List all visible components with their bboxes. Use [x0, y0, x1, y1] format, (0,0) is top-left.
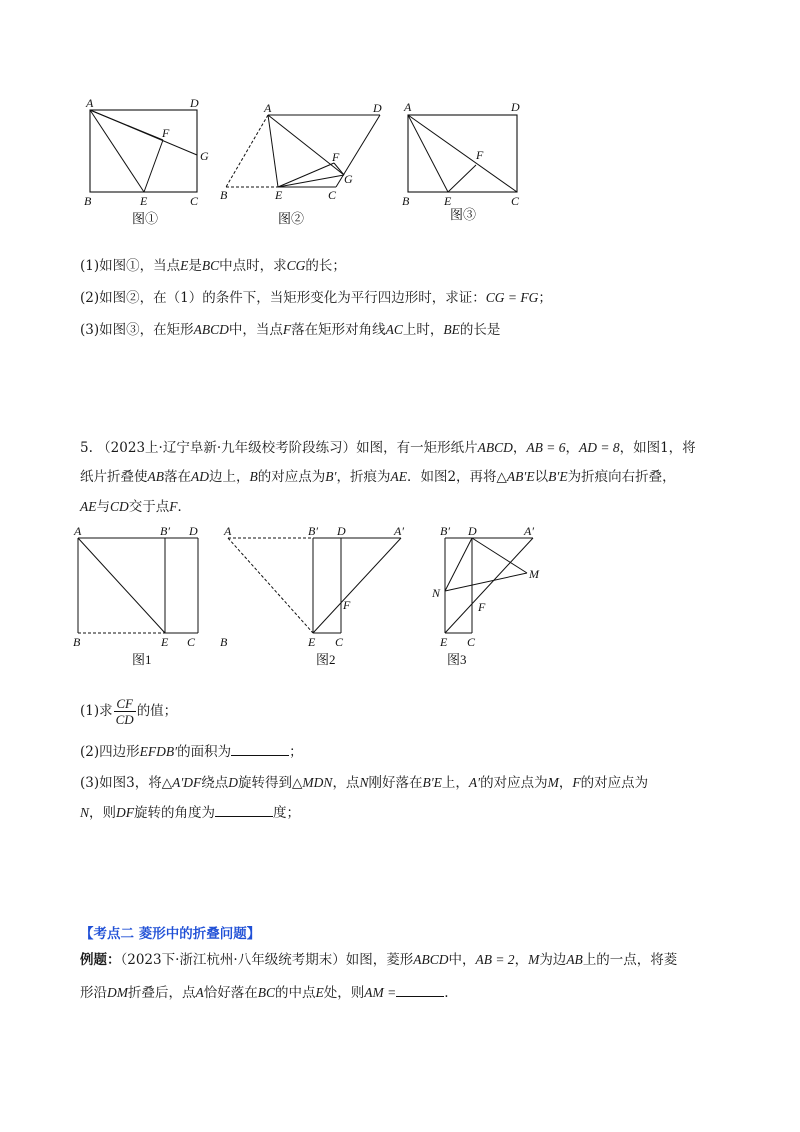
p4-question-3: (3)如图③，在矩形ABCD中，当点F落在矩形对角线AC上时，BE的长是: [80, 322, 501, 338]
p4-question-1: (1)如图①，当点E是BC中点时，求CG的长；: [80, 258, 346, 274]
p5f3-label-d: D: [468, 524, 477, 538]
p5f2-label-b: B: [220, 635, 228, 649]
example-line-2: 形沿DM折叠后，点A恰好落在BC的中点E处，则AM = .: [80, 985, 449, 1001]
fig3-label-e: E: [444, 194, 452, 208]
example-line-1: 例题：（2023下·浙江杭州·八年级统考期末）如图，菱形ABCD中，AB = 2，M为边AB上的一点，将菱: [80, 952, 678, 968]
p5-figure-1: [70, 525, 220, 670]
fig1-label-b: B: [84, 194, 92, 208]
fig3-caption: 图③: [450, 207, 477, 222]
fig1-line-ef: [144, 140, 163, 192]
example-label: 例题：: [80, 952, 121, 968]
answer-blank: [215, 803, 273, 817]
p5-figure-3: [430, 525, 580, 670]
p5f2-label-ap: A′: [394, 524, 404, 538]
p5-line-3: AE与CD交于点F．: [80, 499, 192, 515]
fig2-line-eg: [278, 175, 344, 187]
p5f2-label-d: D: [337, 524, 346, 538]
p5-question-3-line-1: (3)如图3，将△A′DF绕点D旋转得到△MDN，点N刚好落在B′E上，A′的对应点为M，F的对应点为: [80, 775, 649, 791]
p5f1-label-a: A: [74, 524, 82, 538]
fig1-label-g: G: [200, 149, 209, 163]
p5f3-line-eap: [445, 538, 533, 633]
p5-question-1: (1)求 $\frac{CF}{CD}$ 的值；: [80, 696, 178, 727]
fig2-label-f: F: [332, 150, 340, 164]
fig1-label-a: A: [86, 96, 94, 110]
p5f3-line-dm: [472, 538, 527, 573]
fig1-caption: 图①: [132, 211, 159, 226]
p5f3-label-e: E: [440, 635, 448, 649]
figure-2: [218, 95, 393, 235]
fig2-caption: 图②: [278, 211, 305, 226]
fig1-label-d: D: [190, 96, 199, 110]
figure-1: [80, 95, 220, 235]
p5f1-line-ae: [78, 538, 165, 633]
fig3-label-f: F: [476, 148, 484, 162]
p5f2-label-e: E: [308, 635, 316, 649]
answer-blank: [231, 742, 289, 756]
section-heading: 【考点二 菱形中的折叠问题】: [80, 926, 261, 942]
fig2-line-ag: [268, 115, 344, 175]
p5f2-caption: 图2: [316, 652, 336, 667]
figure-3: [398, 95, 538, 235]
p5-line-2: 纸片折叠使AB落在AD边上，B的对应点为B′，折痕为AE．如图2，再将△AB′E以B′E为折痕向右折叠，: [80, 469, 676, 485]
fig3-line-ae: [408, 115, 448, 192]
fig3-label-c: C: [511, 194, 520, 208]
p5f3-label-f: F: [478, 600, 486, 614]
fig2-line-ef: [278, 163, 334, 187]
fig3-label-a: A: [404, 100, 412, 114]
p5f3-label-ap: A′: [524, 524, 534, 538]
fig2-label-a: A: [264, 101, 272, 115]
p5f1-label-b: B: [73, 635, 81, 649]
fig3-line-ef: [448, 165, 476, 192]
p5f3-line-dn: [445, 538, 472, 591]
p4-question-2: (2)如图②，在（1）的条件下，当矩形变化为平行四边形时，求证：CG = FG；: [80, 290, 552, 306]
p5-question-2: (2)四边形EFDB′的面积为 ；: [80, 744, 303, 760]
fig2-line-dc: [336, 115, 380, 187]
p5f2-label-bp: B′: [308, 524, 318, 538]
fig3-label-d: D: [511, 100, 520, 114]
fig3-label-b: B: [402, 194, 410, 208]
p5f3-label-c: C: [467, 635, 476, 649]
p5f2-line-eap: [313, 538, 401, 633]
fig1-label-c: C: [190, 194, 199, 208]
p5f1-caption: 图1: [132, 652, 152, 667]
fig1-label-f: F: [162, 126, 170, 140]
fraction-cf-cd: $\frac{CF}{CD}$: [115, 696, 134, 727]
fig2-label-c: C: [328, 188, 337, 202]
p5f2-label-f: F: [343, 598, 351, 612]
p5f1-label-d: D: [189, 524, 198, 538]
fig1-label-e: E: [140, 194, 148, 208]
p5-line-1: 5. （2023上·辽宁阜新·九年级校考阶段练习）如图，有一矩形纸片ABCD，AB = 6，AD = 8，如图1，将: [80, 440, 696, 456]
p5f2-dashed-ae: [228, 538, 313, 633]
p5f1-label-c: C: [187, 635, 196, 649]
fig2-line-ae: [268, 115, 278, 187]
fig1-line-ae: [90, 110, 144, 192]
p5f1-label-bp: B′: [160, 524, 170, 538]
fig2-label-d: D: [373, 101, 382, 115]
fig2-line-fg: [334, 163, 344, 175]
p5f3-label-n: N: [432, 586, 441, 600]
p5f2-label-a: A: [224, 524, 232, 538]
fig2-label-e: E: [275, 188, 283, 202]
p5f3-caption: 图3: [447, 652, 467, 667]
fig3-line-ac: [408, 115, 517, 192]
p5f1-label-e: E: [161, 635, 169, 649]
fig1-rect-top-right: [90, 110, 197, 192]
answer-blank: [396, 983, 444, 997]
fig2-label-b: B: [220, 188, 228, 202]
p5f2-label-c: C: [335, 635, 344, 649]
fig2-dashed-ab: [226, 115, 268, 187]
fig2-label-g: G: [344, 172, 353, 186]
p5-figure-2: [218, 525, 418, 670]
p5f3-label-m: M: [529, 567, 539, 581]
p5-question-3-line-2: N，则DF旋转的角度为 度；: [80, 805, 301, 821]
fig1-line-af: [90, 110, 163, 140]
p5f3-label-bp: B′: [440, 524, 450, 538]
